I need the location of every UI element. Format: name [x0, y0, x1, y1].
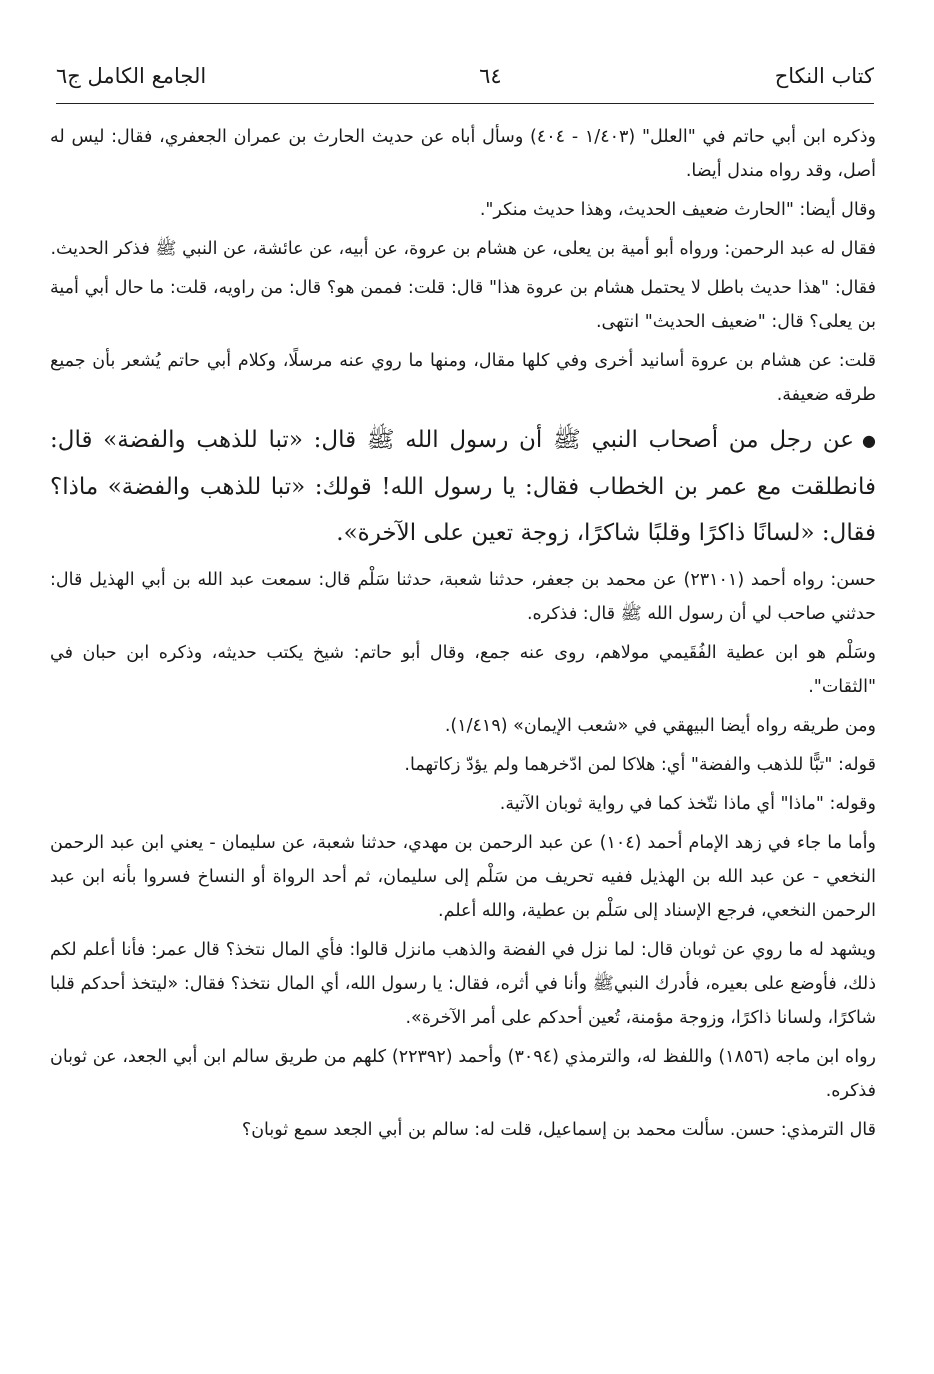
paragraph: وقوله: "ماذا" أي ماذا نتّخذ كما في رواية ثوبان الآتية.: [499, 794, 876, 814]
paragraph: وقال أيضا: "الحارث ضعيف الحديث، وهذا حديث منكر".: [479, 200, 876, 220]
page-number: ٦٤: [479, 64, 502, 88]
page-header: [56, 56, 874, 96]
hadith-text-block: [50, 417, 876, 556]
paragraph: وسَلْم هو ابن عطية الفُقَيمي مولاهم، روى عنه جمع، وقال أبو حاتم: شيخ يكتب حديثه، وذكره ابن حبان في "الثقات".: [50, 643, 876, 697]
paragraph: وأما ما جاء في زهد الإمام أحمد (١٠٤) عن عبد الرحمن بن مهدي، حدثنا شعبة، عن سليمان - يعني ابن عبد الرحمن النخعي - عن عبد الله بن الهذيل ففيه تحريف من سَلْم إلى سليمان، ثم أحد الرواة أو النساخ فسروا بأنه ابن عبد الرحمن النخعي، فرجع الإسناد إلى سَلْم بن عطية، والله أعلم.: [50, 833, 876, 921]
paragraph: حسن: رواه أحمد (٢٣١٠١) عن محمد بن جعفر، حدثنا شعبة، حدثنا سَلْم قال: سمعت عبد الله بن أبي الهذيل قال: حدثني صاحب لي أن رسول الله ﷺ قال: فذكره.: [50, 570, 876, 624]
paragraph: وذكره ابن أبي حاتم في "العلل" (١/٤٠٣ - ٤٠٤) وسأل أباه عن حديث الحارث بن عمران الجعفري، فقال: ليس له أصل، وقد رواه مندل أيضا.: [50, 127, 876, 181]
volume-title: الجامع الكامل ج٦: [56, 64, 207, 88]
page-body: [50, 120, 876, 1152]
paragraph: فقال له عبد الرحمن: ورواه أبو أمية بن يعلى، عن هشام بن عروة، عن أبيه، عن عائشة، عن النبي ﷺ فذكر الحديث.: [50, 239, 876, 259]
paragraph: رواه ابن ماجه (١٨٥٦) واللفظ له، والترمذي (٣٠٩٤) وأحمد (٢٢٣٩٢) كلهم من طريق سالم ابن أبي الجعد، عن ثوبان فذكره.: [50, 1047, 876, 1101]
paragraph: قال الترمذي: حسن. سألت محمد بن إسماعيل، قلت له: سالم بن أبي الجعد سمع ثوبان؟: [241, 1120, 876, 1140]
header-divider: [56, 103, 874, 104]
paragraph: قوله: "تبًّا للذهب والفضة" أي: هلاكا لمن ادّخرهما ولم يؤدّ زكاتهما.: [404, 755, 876, 775]
paragraph: ومن طريقه رواه أيضا البيهقي في «شعب الإيمان» (١/٤١٩).: [444, 716, 876, 736]
book-title: كتاب النكاح: [774, 64, 874, 88]
paragraph: فقال: "هذا حديث باطل لا يحتمل هشام بن عروة هذا" قال: قلت: فممن هو؟ قال: من راويه، قلت: ما حال أبي أمية بن يعلى؟ قال: "ضعيف الحديث" انتهى.: [50, 278, 876, 332]
paragraph: قلت: عن هشام بن عروة أسانيد أخرى وفي كلها مقال، ومنها ما روي عنه مرسلًا، وكلام أبي حاتم يُشعر بأن جميع طرقه ضعيفة.: [50, 351, 876, 405]
hadith-text: عن رجل من أصحاب النبي ﷺ أن رسول الله ﷺ قال: «تبا للذهب والفضة» قال: فانطلقت مع عمر بن الخطاب فقال: يا رسول الله! قولك: «تبا للذهب والفضة» ماذا؟ فقال: «لسانًا ذاكرًا وقلبًا شاكرًا، زوجة تعين على الآخرة».: [50, 427, 876, 546]
bullet-icon: ●: [862, 431, 876, 450]
paragraph: ويشهد له ما روي عن ثوبان قال: لما نزل في الفضة والذهب مانزل قالوا: فأي المال نتخذ؟ قال عمر: فأنا أعلم لكم ذلك، فأوضع على بعيره، فأدرك النبيﷺ وأنا في أثره، فقال: يا رسول الله، أي المال نتخذ؟ فقال: «ليتخذ أحدكم قلبا شاكرًا، ولسانا ذاكرًا، وزوجة مؤمنة، تُعين أحدكم على أمر الآخرة».: [50, 940, 876, 1028]
